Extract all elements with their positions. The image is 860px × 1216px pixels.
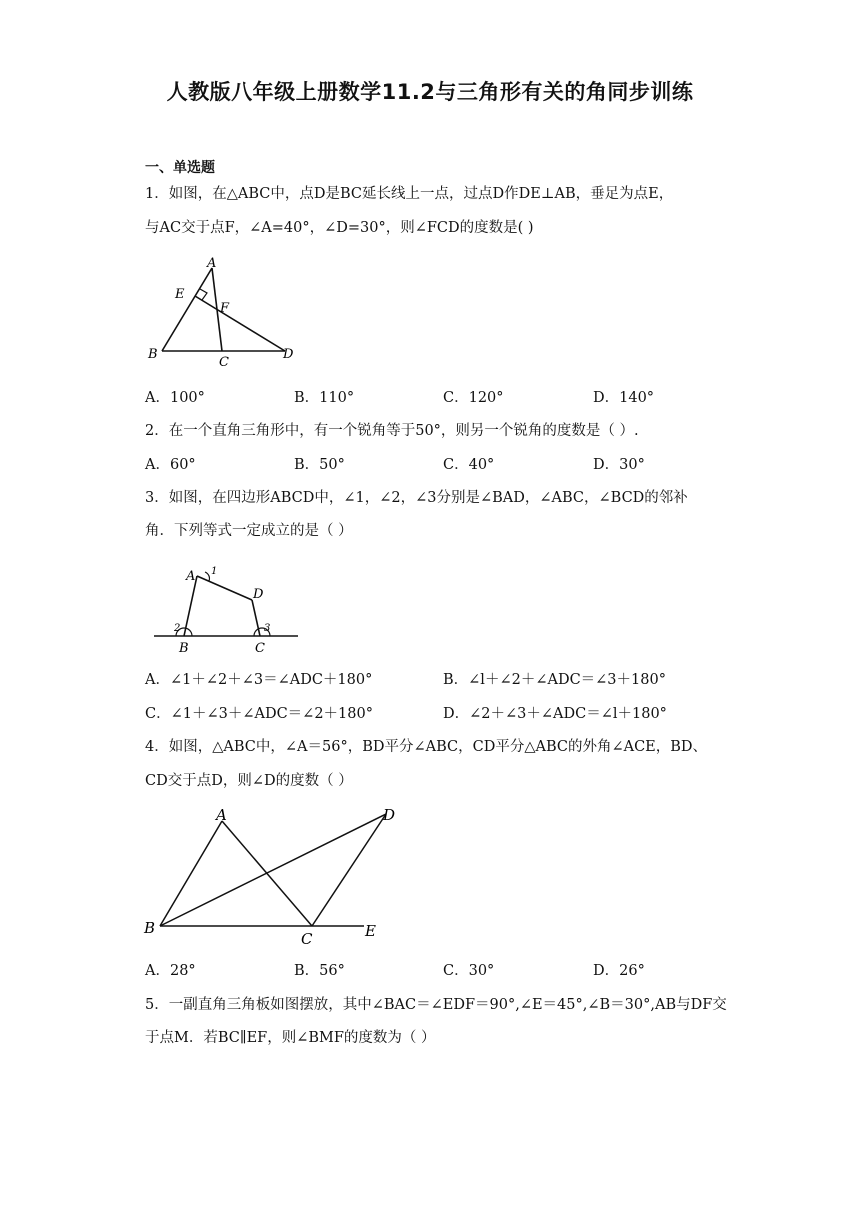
q4-text-line2: CD交于点D，则∠D的度数（ ） [145, 773, 353, 789]
q3-option-b[interactable]: B．∠l＋∠2＋∠ADC＝∠3＋180° [443, 672, 666, 688]
q1-text-line2: 与AC交于点F，∠A=40°，∠D=30°，则∠FCD的度数是( ) [145, 220, 534, 236]
q4-text-line1: 4．如图，△ABC中，∠A＝56°，BD平分∠ABC，CD平分△ABC的外角∠ACE，BD、 [145, 739, 708, 755]
q3-segment-ba [184, 576, 197, 636]
q1-text-line1: 1．如图，在△ABC中，点D是BC延长线上一点，过点D作DE⊥AB，垂足为点E， [145, 186, 674, 202]
q3-label-d: D [253, 587, 264, 602]
q3-text-line2: 角．下列等式一定成立的是（ ） [145, 523, 353, 539]
q1-segment-ba [162, 268, 212, 351]
q2-option-a[interactable]: A．60° [145, 457, 196, 473]
page-title: 人教版八年级上册数学11.2与三角形有关的角同步训练 [166, 80, 694, 104]
q3-label-b: B [179, 641, 189, 656]
q1-option-d[interactable]: D．140° [593, 390, 655, 406]
q4-label-b: B [144, 919, 156, 937]
q2-option-c[interactable]: C．40° [443, 457, 495, 473]
section-heading: 一、单选题 [145, 160, 215, 176]
q2-option-d[interactable]: D．30° [593, 457, 645, 473]
q1-option-c[interactable]: C．120° [443, 390, 504, 406]
q3-label-1: 1 [211, 566, 218, 577]
q3-label-2: 2 [174, 623, 181, 634]
q2-text-line1: 2．在一个直角三角形中，有一个锐角等于50°，则另一个锐角的度数是（ ）. [145, 423, 639, 439]
q3-label-a: A [186, 569, 196, 584]
q3-quadrilateral-figure [150, 560, 302, 656]
q1-triangle-figure [140, 252, 310, 374]
q1-option-a[interactable]: A．100° [145, 390, 205, 406]
q3-option-a[interactable]: A．∠1＋∠2＋∠3＝∠ADC＋180° [145, 672, 373, 688]
q5-text-line1: 5．一副直角三角板如图摆放，其中∠BAC＝∠EDF＝90°,∠E＝45°,∠B＝30°,AB与DF交 [145, 997, 727, 1013]
q1-label-a: A [207, 256, 217, 271]
q1-label-e: E [175, 287, 185, 302]
q1-label-b: B [148, 347, 158, 362]
q3-option-d[interactable]: D．∠2＋∠3＋∠ADC＝∠l＋180° [443, 706, 667, 722]
q3-text-line1: 3．如图，在四边形ABCD中，∠1，∠2，∠3分别是∠BAD，∠ABC，∠BCD的邻补 [145, 490, 688, 506]
q4-label-e: E [365, 922, 376, 940]
q3-segment-ad [197, 576, 252, 600]
q4-label-a: A [216, 806, 227, 824]
q4-segment-cd [312, 814, 386, 926]
q4-option-a[interactable]: A．28° [145, 963, 196, 979]
q4-option-b[interactable]: B．56° [294, 963, 345, 979]
q5-text-line2: 于点M．若BC∥EF，则∠BMF的度数为（ ） [145, 1030, 436, 1046]
q1-label-f: F [220, 301, 230, 316]
q1-right-angle-mark [200, 289, 207, 300]
q2-option-b[interactable]: B．50° [294, 457, 345, 473]
q3-label-c: C [255, 641, 265, 656]
q4-option-c[interactable]: C．30° [443, 963, 495, 979]
q1-option-b[interactable]: B．110° [294, 390, 355, 406]
q1-label-c: C [219, 355, 229, 370]
q3-label-3: 3 [264, 623, 271, 634]
q4-triangle-figure [140, 800, 400, 952]
q4-label-c: C [301, 930, 313, 948]
q4-label-d: D [383, 806, 396, 824]
q3-option-c[interactable]: C．∠1＋∠3＋∠ADC＝∠2＋180° [145, 706, 373, 722]
q1-label-d: D [283, 347, 294, 362]
q1-segment-de [195, 296, 285, 351]
q4-option-d[interactable]: D．26° [593, 963, 645, 979]
